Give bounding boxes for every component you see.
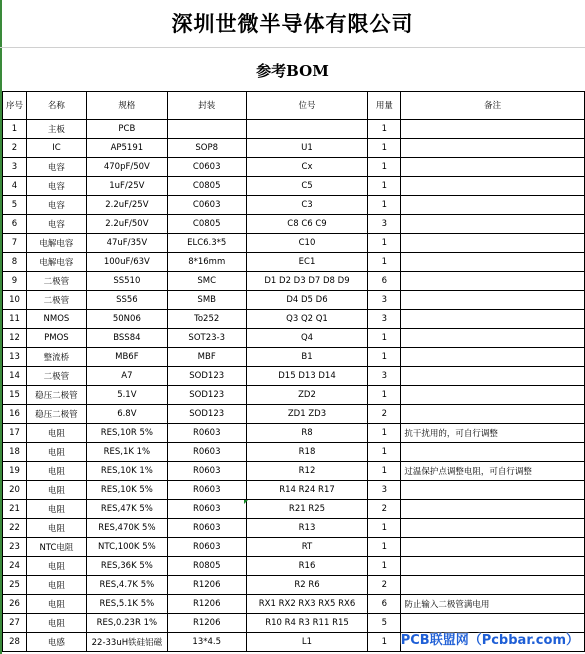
cell-spec[interactable]: RES,1K 1% (86, 443, 167, 462)
header-name[interactable]: 名称 (26, 92, 86, 120)
cell-package[interactable] (167, 120, 246, 139)
cell-name[interactable]: 电感 (26, 633, 86, 652)
cell-designator[interactable]: R21 R25 (246, 500, 368, 519)
cell-remark[interactable] (401, 576, 585, 595)
cell-quantity[interactable]: 5 (368, 614, 401, 633)
cell-quantity[interactable]: 3 (368, 481, 401, 500)
header-package[interactable]: 封装 (167, 92, 246, 120)
table-row (3, 462, 585, 481)
cell-spec[interactable]: PCB (86, 120, 167, 139)
table-row (3, 557, 585, 576)
cell-spec[interactable]: 47uF/35V (86, 234, 167, 253)
table-row (3, 310, 585, 329)
table-row (3, 291, 585, 310)
cell-name[interactable]: 整流桥 (26, 348, 86, 367)
cell-quantity[interactable]: 1 (368, 158, 401, 177)
cell-package[interactable]: R1206 (167, 576, 246, 595)
cell-package[interactable]: R0603 (167, 424, 246, 443)
table-row (3, 576, 585, 595)
cell-index[interactable]: 12 (3, 329, 27, 348)
cell-index[interactable]: 8 (3, 253, 27, 272)
cell-spec[interactable]: 2.2uF/50V (86, 215, 167, 234)
cell-quantity[interactable]: 1 (368, 462, 401, 481)
table-header-row (3, 92, 585, 120)
cell-spec[interactable]: BSS84 (86, 329, 167, 348)
cell-designator[interactable]: R14 R24 R17 (246, 481, 368, 500)
cell-spec[interactable]: NTC,100K 5% (86, 538, 167, 557)
table-row (3, 500, 585, 519)
cell-package[interactable]: R1206 (167, 595, 246, 614)
cell-quantity[interactable]: 2 (368, 500, 401, 519)
cell-designator[interactable]: B1 (246, 348, 368, 367)
cell-name[interactable]: 二极管 (26, 291, 86, 310)
cell-quantity[interactable]: 2 (368, 576, 401, 595)
cell-designator[interactable]: D15 D13 D14 (246, 367, 368, 386)
cell-designator[interactable]: RT (246, 538, 368, 557)
cell-package[interactable]: SOP8 (167, 139, 246, 158)
cell-quantity[interactable]: 1 (368, 557, 401, 576)
table-row (3, 177, 585, 196)
cell-designator[interactable]: RX1 RX2 RX3 RX5 RX6 (246, 595, 368, 614)
cell-designator[interactable]: Q3 Q2 Q1 (246, 310, 368, 329)
cell-index[interactable]: 22 (3, 519, 27, 538)
cell-package[interactable]: R0603 (167, 519, 246, 538)
cell-package[interactable]: SOD123 (167, 405, 246, 424)
table-row (3, 367, 585, 386)
cell-name[interactable]: PMOS (26, 329, 86, 348)
cell-index[interactable]: 19 (3, 462, 27, 481)
table-row (3, 120, 585, 139)
cell-index[interactable]: 11 (3, 310, 27, 329)
cell-package[interactable]: R0603 (167, 481, 246, 500)
cell-remark[interactable] (401, 158, 585, 177)
cell-spec[interactable]: RES,5.1K 5% (86, 595, 167, 614)
cell-name[interactable]: 电阻 (26, 424, 86, 443)
cell-remark[interactable] (401, 310, 585, 329)
cell-package[interactable]: C0805 (167, 177, 246, 196)
cell-quantity[interactable]: 1 (368, 386, 401, 405)
cell-remark[interactable] (401, 253, 585, 272)
cell-package[interactable]: R0603 (167, 443, 246, 462)
cell-remark[interactable] (401, 234, 585, 253)
cell-designator[interactable]: C10 (246, 234, 368, 253)
cell-index[interactable]: 2 (3, 139, 27, 158)
cell-name[interactable]: NTC电阻 (26, 538, 86, 557)
cell-remark[interactable] (401, 348, 585, 367)
cell-remark[interactable] (401, 177, 585, 196)
header-quantity[interactable]: 用量 (368, 92, 401, 120)
cell-name[interactable]: 电容 (26, 158, 86, 177)
cell-name[interactable]: 电解电容 (26, 253, 86, 272)
cell-spec[interactable]: 1uF/25V (86, 177, 167, 196)
cell-spec[interactable]: 5.1V (86, 386, 167, 405)
header-index[interactable]: 序号 (3, 92, 27, 120)
cell-spec[interactable]: RES,4.7K 5% (86, 576, 167, 595)
table-row (3, 405, 585, 424)
table-row (3, 443, 585, 462)
table-row (3, 158, 585, 177)
cell-spec[interactable]: RES,470K 5% (86, 519, 167, 538)
header-spec[interactable]: 规格 (86, 92, 167, 120)
cell-designator[interactable]: R2 R6 (246, 576, 368, 595)
cell-index[interactable]: 23 (3, 538, 27, 557)
cell-package[interactable]: SOT23-3 (167, 329, 246, 348)
cell-index[interactable]: 13 (3, 348, 27, 367)
cell-name[interactable]: 电解电容 (26, 234, 86, 253)
cell-spec[interactable]: RES,47K 5% (86, 500, 167, 519)
grid-divider (0, 47, 585, 48)
cell-package[interactable]: 8*16mm (167, 253, 246, 272)
cell-name[interactable]: 主板 (26, 120, 86, 139)
site-watermark: PCB联盟网（Pcbbar.com） (400, 633, 579, 648)
table-row (3, 215, 585, 234)
cell-quantity[interactable]: 6 (368, 595, 401, 614)
cell-quantity[interactable]: 3 (368, 310, 401, 329)
cell-package[interactable]: SOD123 (167, 386, 246, 405)
cell-spec[interactable]: 2.2uF/25V (86, 196, 167, 215)
table-row (3, 234, 585, 253)
cell-index[interactable]: 20 (3, 481, 27, 500)
cell-name[interactable]: 电阻 (26, 595, 86, 614)
cell-remark[interactable] (401, 519, 585, 538)
cell-designator[interactable]: L1 (246, 633, 368, 652)
cell-spec[interactable]: 22-33uH铁硅铝磁 (86, 633, 167, 652)
bom-table (2, 91, 585, 652)
cell-spec[interactable]: AP5191 (86, 139, 167, 158)
cell-remark[interactable] (401, 215, 585, 234)
table-row (3, 481, 585, 500)
cell-quantity[interactable]: 1 (368, 348, 401, 367)
cell-name[interactable]: 电阻 (26, 443, 86, 462)
cell-remark[interactable] (401, 272, 585, 291)
cell-quantity[interactable]: 1 (368, 139, 401, 158)
cell-package[interactable]: 13*4.5 (167, 633, 246, 652)
cell-index[interactable]: 3 (3, 158, 27, 177)
document-subtitle: 参考BOM (256, 62, 329, 80)
cell-remark[interactable] (401, 291, 585, 310)
cell-designator[interactable]: Cx (246, 158, 368, 177)
cell-quantity[interactable]: 6 (368, 272, 401, 291)
header-designator[interactable]: 位号 (246, 92, 368, 120)
cell-designator[interactable]: Q4 (246, 329, 368, 348)
cell-name[interactable]: 电阻 (26, 576, 86, 595)
cell-name[interactable]: NMOS (26, 310, 86, 329)
cell-name[interactable]: 电阻 (26, 614, 86, 633)
cell-designator[interactable]: R16 (246, 557, 368, 576)
cell-designator[interactable]: ZD1 ZD3 (246, 405, 368, 424)
cell-quantity[interactable]: 1 (368, 538, 401, 557)
cell-package[interactable]: C0603 (167, 196, 246, 215)
cell-name[interactable]: 电阻 (26, 557, 86, 576)
cell-designator[interactable] (246, 120, 368, 139)
cell-quantity[interactable]: 1 (368, 443, 401, 462)
cell-name[interactable]: 电容 (26, 196, 86, 215)
company-title: 深圳世微半导体有限公司 (171, 11, 414, 36)
cell-remark[interactable] (401, 481, 585, 500)
cell-designator[interactable]: C8 C6 C9 (246, 215, 368, 234)
cell-remark[interactable] (401, 120, 585, 139)
header-remark[interactable]: 备注 (401, 92, 585, 120)
cell-designator[interactable]: C3 (246, 196, 368, 215)
cell-index[interactable]: 1 (3, 120, 27, 139)
cell-index[interactable]: 24 (3, 557, 27, 576)
cell-index[interactable]: 25 (3, 576, 27, 595)
cell-name[interactable]: 二极管 (26, 272, 86, 291)
cell-index[interactable]: 15 (3, 386, 27, 405)
cell-index[interactable]: 14 (3, 367, 27, 386)
cell-package[interactable]: MBF (167, 348, 246, 367)
cell-name[interactable]: IC (26, 139, 86, 158)
cell-package[interactable]: R1206 (167, 614, 246, 633)
cell-designator[interactable]: EC1 (246, 253, 368, 272)
cell-remark[interactable] (401, 443, 585, 462)
cell-name[interactable]: 电容 (26, 215, 86, 234)
cell-remark[interactable]: 过温保护点调整电阻，可自行调整 (401, 462, 585, 481)
cell-quantity[interactable]: 1 (368, 633, 401, 652)
table-row (3, 595, 585, 614)
cell-spec[interactable]: 100uF/63V (86, 253, 167, 272)
cell-remark[interactable] (401, 386, 585, 405)
table-row (3, 196, 585, 215)
cell-spec[interactable]: RES,10K 1% (86, 462, 167, 481)
cell-designator[interactable]: R10 R4 R3 R11 R15 (246, 614, 368, 633)
table-row (3, 329, 585, 348)
cell-package[interactable]: C0805 (167, 215, 246, 234)
cell-index[interactable]: 17 (3, 424, 27, 443)
cell-package[interactable]: R0805 (167, 557, 246, 576)
cell-quantity[interactable]: 1 (368, 424, 401, 443)
table-row (3, 253, 585, 272)
cell-quantity[interactable]: 1 (368, 234, 401, 253)
cell-package[interactable]: C0603 (167, 158, 246, 177)
cell-index[interactable]: 28 (3, 633, 27, 652)
table-row (3, 519, 585, 538)
cell-name[interactable]: 电阻 (26, 481, 86, 500)
cell-index[interactable]: 18 (3, 443, 27, 462)
cell-quantity[interactable]: 3 (368, 291, 401, 310)
cell-designator[interactable]: ZD2 (246, 386, 368, 405)
cell-index[interactable]: 16 (3, 405, 27, 424)
cell-index[interactable]: 26 (3, 595, 27, 614)
cell-package[interactable]: R0603 (167, 462, 246, 481)
cell-package[interactable]: SMC (167, 272, 246, 291)
cell-spec[interactable]: RES,36K 5% (86, 557, 167, 576)
cell-quantity[interactable]: 2 (368, 405, 401, 424)
cell-name[interactable]: 稳压二极管 (26, 386, 86, 405)
cell-spec[interactable]: 470pF/50V (86, 158, 167, 177)
cell-designator[interactable]: D1 D2 D3 D7 D8 D9 (246, 272, 368, 291)
cell-spec[interactable]: RES,10R 5% (86, 424, 167, 443)
cell-spec[interactable]: 50N06 (86, 310, 167, 329)
cell-designator[interactable]: R8 (246, 424, 368, 443)
cell-spec[interactable]: MB6F (86, 348, 167, 367)
cell-designator[interactable]: D4 D5 D6 (246, 291, 368, 310)
cell-remark[interactable] (401, 196, 585, 215)
cell-quantity[interactable]: 3 (368, 367, 401, 386)
cell-index[interactable]: 27 (3, 614, 27, 633)
cell-remark[interactable] (401, 500, 585, 519)
cell-quantity[interactable]: 1 (368, 329, 401, 348)
cell-designator[interactable]: R18 (246, 443, 368, 462)
cell-index[interactable]: 21 (3, 500, 27, 519)
cell-designator[interactable]: R12 (246, 462, 368, 481)
cell-name[interactable]: 电阻 (26, 462, 86, 481)
cell-spec[interactable]: A7 (86, 367, 167, 386)
cell-spec[interactable]: SS510 (86, 272, 167, 291)
cell-name[interactable]: 二极管 (26, 367, 86, 386)
cell-remark[interactable] (401, 139, 585, 158)
cell-remark[interactable] (401, 538, 585, 557)
cell-designator[interactable]: U1 (246, 139, 368, 158)
cell-quantity[interactable]: 1 (368, 196, 401, 215)
cell-name[interactable]: 电容 (26, 177, 86, 196)
cell-name[interactable]: 稳压二极管 (26, 405, 86, 424)
cell-index[interactable]: 5 (3, 196, 27, 215)
cell-package[interactable]: SMB (167, 291, 246, 310)
table-row (3, 386, 585, 405)
cell-remark[interactable] (401, 557, 585, 576)
cell-remark[interactable] (401, 367, 585, 386)
table-row (3, 139, 585, 158)
cell-package[interactable]: To252 (167, 310, 246, 329)
table-row (3, 272, 585, 291)
cell-quantity[interactable]: 1 (368, 519, 401, 538)
cell-quantity[interactable]: 1 (368, 177, 401, 196)
table-row (3, 348, 585, 367)
cell-index[interactable]: 6 (3, 215, 27, 234)
cell-package[interactable]: ELC6.3*5 (167, 234, 246, 253)
table-body (3, 120, 585, 652)
table-row (3, 538, 585, 557)
cell-remark[interactable]: 防止输入二极管满电用 (401, 595, 585, 614)
cell-index[interactable]: 7 (3, 234, 27, 253)
cell-spec[interactable]: 6.8V (86, 405, 167, 424)
cell-spec[interactable]: RES,10K 5% (86, 481, 167, 500)
cell-remark[interactable] (401, 405, 585, 424)
cell-name[interactable]: 电阻 (26, 519, 86, 538)
cell-quantity[interactable]: 1 (368, 253, 401, 272)
cell-package[interactable]: R0603 (167, 538, 246, 557)
cell-quantity[interactable]: 3 (368, 215, 401, 234)
cell-designator[interactable]: C5 (246, 177, 368, 196)
cell-package[interactable]: R0603 (167, 500, 246, 519)
cell-spec[interactable]: SS56 (86, 291, 167, 310)
cell-comment-marker (244, 500, 248, 504)
cell-name[interactable]: 电阻 (26, 500, 86, 519)
table-row (3, 424, 585, 443)
cell-remark[interactable]: 抗干扰用的，可自行调整 (401, 424, 585, 443)
cell-index[interactable]: 10 (3, 291, 27, 310)
cell-designator[interactable]: R13 (246, 519, 368, 538)
cell-spec[interactable]: RES,0.23R 1% (86, 614, 167, 633)
cell-quantity[interactable]: 1 (368, 120, 401, 139)
cell-index[interactable]: 9 (3, 272, 27, 291)
cell-remark[interactable] (401, 329, 585, 348)
cell-index[interactable]: 4 (3, 177, 27, 196)
cell-package[interactable]: SOD123 (167, 367, 246, 386)
